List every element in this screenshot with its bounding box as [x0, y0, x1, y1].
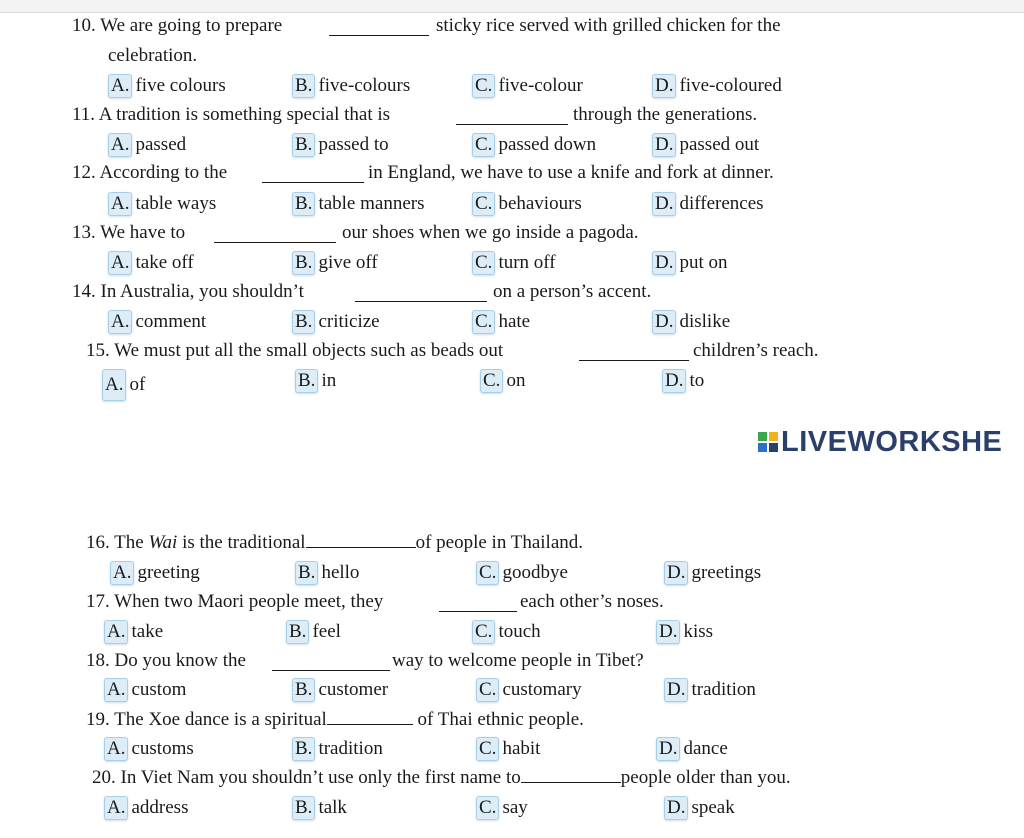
question-text: We have to: [100, 222, 186, 243]
answer-blank-16: [306, 533, 416, 548]
option-letter-box[interactable]: C.: [476, 561, 499, 585]
question-18-rest: way to welcome people in Tibet?: [392, 650, 644, 671]
question-text: of Thai ethnic people.: [417, 709, 584, 730]
option-text: dance: [683, 738, 728, 759]
option-letter-box[interactable]: A.: [108, 310, 132, 334]
option-text: goodbye: [502, 562, 568, 583]
option-letter-box[interactable]: D.: [664, 796, 688, 820]
question-number: 19.: [86, 709, 110, 730]
question-italic-term: Wai: [148, 532, 178, 553]
question-10-cont: celebration.: [108, 45, 198, 66]
option-text: five-colours: [318, 75, 411, 96]
option-letter-box[interactable]: D.: [664, 678, 688, 702]
question-11: [72, 104, 390, 126]
option-letter-box[interactable]: A.: [104, 678, 128, 702]
option-text: greeting: [137, 562, 200, 583]
option-text: five-coloured: [679, 75, 782, 96]
browser-top-strip: [0, 0, 1024, 13]
question-number: 17.: [86, 591, 110, 612]
option-text: put on: [679, 252, 728, 273]
option-letter-box[interactable]: D.: [652, 251, 676, 275]
question-number: 11.: [72, 104, 96, 125]
option-letter-box[interactable]: A.: [104, 796, 128, 820]
option-letter-box[interactable]: C.: [476, 737, 499, 761]
option-13-b[interactable]: [292, 251, 378, 275]
option-text: five-colour: [498, 75, 583, 96]
option-letter-box[interactable]: C.: [472, 310, 495, 334]
option-letter-box[interactable]: D.: [652, 74, 676, 98]
answer-blank-15: [579, 360, 689, 361]
option-text: table ways: [135, 193, 217, 214]
question-text: is the traditional: [182, 532, 306, 553]
option-letter-box[interactable]: A.: [104, 737, 128, 761]
option-letter-box[interactable]: B.: [292, 310, 315, 334]
option-letter-box[interactable]: D.: [652, 192, 676, 216]
option-text: hello: [321, 562, 360, 583]
option-11-b[interactable]: [292, 133, 389, 157]
option-text: habit: [502, 738, 541, 759]
question-text: of people in Thailand.: [415, 532, 584, 553]
option-text: kiss: [683, 621, 714, 642]
question-11-rest: through the generations.: [573, 104, 758, 125]
option-letter-box[interactable]: D.: [664, 561, 688, 585]
question-14: [72, 281, 304, 303]
question-16: [86, 532, 583, 554]
option-letter-box[interactable]: A.: [104, 620, 128, 644]
option-15-d[interactable]: [662, 369, 704, 393]
option-20-b[interactable]: [292, 796, 347, 820]
option-17-d[interactable]: [656, 620, 713, 644]
option-letter-box[interactable]: B.: [292, 251, 315, 275]
option-text: to: [689, 370, 705, 391]
option-text: speak: [691, 797, 735, 818]
option-text: customer: [318, 679, 389, 700]
question-text: In Viet Nam you shouldn’t use only the first name to: [120, 767, 521, 788]
option-letter-box[interactable]: A.: [108, 133, 132, 157]
question-text: The Xoe dance is a spiritual: [114, 709, 327, 730]
option-18-b[interactable]: [292, 678, 388, 702]
option-text: customary: [502, 679, 582, 700]
option-letter-box[interactable]: B.: [292, 74, 315, 98]
question-number: 14.: [72, 281, 96, 302]
option-text: talk: [318, 797, 347, 818]
option-text: customs: [131, 738, 194, 759]
liveworksheets-logo-icon: [757, 431, 779, 453]
option-11-a[interactable]: [108, 133, 186, 157]
option-13-c[interactable]: [472, 251, 556, 275]
option-text: address: [131, 797, 189, 818]
option-text: turn off: [498, 252, 556, 273]
question-number: 10.: [72, 15, 96, 36]
question-text: In Australia, you shouldn’t: [100, 281, 304, 302]
option-text: differences: [679, 193, 764, 214]
question-text: A tradition is something special that is: [98, 104, 391, 125]
question-13-rest: our shoes when we go inside a pagoda.: [342, 222, 639, 243]
option-letter-box[interactable]: D.: [652, 310, 676, 334]
option-letter-box[interactable]: C.: [472, 620, 495, 644]
option-12-c[interactable]: [472, 192, 582, 216]
question-text: Do you know the: [114, 650, 246, 671]
option-16-d[interactable]: [664, 561, 761, 585]
option-19-d[interactable]: [656, 737, 728, 761]
option-text: take: [131, 621, 164, 642]
option-text: on: [506, 370, 526, 391]
option-17-b[interactable]: [286, 620, 341, 644]
option-letter-box[interactable]: D.: [656, 737, 680, 761]
option-letter-box[interactable]: B.: [295, 369, 318, 393]
option-text: say: [502, 797, 528, 818]
option-text: in: [321, 370, 337, 391]
option-text: tradition: [318, 738, 383, 759]
option-14-a[interactable]: [108, 310, 206, 334]
answer-blank-17: [439, 611, 517, 612]
option-12-d[interactable]: [652, 192, 764, 216]
option-16-b[interactable]: [295, 561, 359, 585]
option-letter-box[interactable]: B.: [292, 192, 315, 216]
option-letter-box[interactable]: C.: [472, 251, 495, 275]
question-10-rest: sticky rice served with grilled chicken for the: [436, 15, 781, 36]
question-17-rest: each other’s noses.: [520, 591, 664, 612]
option-17-a[interactable]: [104, 620, 163, 644]
question-13: [72, 222, 185, 244]
option-letter-box[interactable]: D.: [652, 133, 676, 157]
option-15-c[interactable]: [480, 369, 525, 393]
answer-blank-11: [456, 124, 568, 125]
answer-blank-10: [329, 35, 429, 36]
logo-text: LIVEWORKSHE: [781, 426, 1003, 458]
option-text: greetings: [691, 562, 762, 583]
option-19-c[interactable]: [476, 737, 540, 761]
option-12-a[interactable]: [108, 192, 216, 216]
option-text: passed: [135, 134, 187, 155]
option-letter-box[interactable]: B.: [286, 620, 309, 644]
question-text: When two Maori people meet, they: [114, 591, 384, 612]
option-letter-box[interactable]: B.: [292, 133, 315, 157]
option-14-c[interactable]: [472, 310, 530, 334]
option-19-a[interactable]: [104, 737, 194, 761]
option-text: five colours: [135, 75, 226, 96]
option-text: behaviours: [498, 193, 582, 214]
question-15-rest: children’s reach.: [693, 340, 819, 361]
question-number: 20.: [92, 767, 116, 788]
question-14-rest: on a person’s accent.: [493, 281, 652, 302]
option-text: of: [129, 374, 146, 395]
liveworksheets-logo: [757, 426, 1002, 459]
option-10-c[interactable]: [472, 74, 583, 98]
option-letter-box[interactable]: B.: [292, 678, 315, 702]
option-letter-box[interactable]: D.: [662, 369, 686, 393]
option-letter-box[interactable]: B.: [295, 561, 318, 585]
option-12-b[interactable]: [292, 192, 424, 216]
option-letter-box[interactable]: A.: [110, 561, 134, 585]
option-18-a[interactable]: [104, 678, 186, 702]
question-number: 15.: [86, 340, 110, 361]
option-letter-box[interactable]: C.: [472, 133, 495, 157]
option-13-d[interactable]: [652, 251, 728, 275]
option-letter-box[interactable]: A.: [102, 369, 126, 401]
answer-blank-12: [262, 182, 364, 183]
option-text: touch: [498, 621, 541, 642]
option-18-c[interactable]: [476, 678, 582, 702]
option-text: passed down: [498, 134, 597, 155]
option-letter-box[interactable]: A.: [108, 192, 132, 216]
question-text: The: [114, 532, 144, 553]
option-14-b[interactable]: [292, 310, 380, 334]
question-number: 13.: [72, 222, 96, 243]
question-text: people older than you.: [620, 767, 791, 788]
option-10-d[interactable]: [652, 74, 782, 98]
option-letter-box[interactable]: C.: [472, 192, 495, 216]
option-13-a[interactable]: [108, 251, 194, 275]
option-letter-box[interactable]: C.: [476, 678, 499, 702]
option-text: passed to: [318, 134, 389, 155]
question-12: [72, 162, 227, 184]
option-text: hate: [498, 311, 531, 332]
option-15-a[interactable]: [102, 369, 145, 401]
answer-blank-14: [355, 301, 487, 302]
option-text: give off: [318, 252, 378, 273]
question-text: According to the: [99, 162, 228, 183]
option-letter-box[interactable]: B.: [292, 796, 315, 820]
question-17: [86, 591, 383, 613]
option-10-b[interactable]: [292, 74, 410, 98]
option-letter-box[interactable]: C.: [480, 369, 503, 393]
option-10-a[interactable]: [108, 74, 226, 98]
question-20: [92, 767, 791, 789]
option-20-c[interactable]: [476, 796, 528, 820]
option-text: comment: [135, 311, 207, 332]
question-number: 18.: [86, 650, 110, 671]
answer-blank-20: [521, 768, 621, 783]
option-text: dislike: [679, 311, 731, 332]
option-letter-box[interactable]: A.: [108, 74, 132, 98]
option-text: take off: [135, 252, 194, 273]
option-text: passed out: [679, 134, 760, 155]
option-text: criticize: [318, 311, 380, 332]
question-number: 12.: [72, 162, 96, 183]
option-letter-box[interactable]: A.: [108, 251, 132, 275]
option-11-c[interactable]: [472, 133, 596, 157]
question-15: [86, 340, 503, 362]
option-11-d[interactable]: [652, 133, 759, 157]
question-10: [72, 15, 282, 37]
option-20-d[interactable]: [664, 796, 735, 820]
answer-blank-18: [272, 670, 390, 671]
answer-blank-19: [327, 710, 413, 725]
question-number: 16.: [86, 532, 110, 553]
answer-blank-13: [214, 242, 336, 243]
question-18: [86, 650, 246, 672]
option-16-c[interactable]: [476, 561, 568, 585]
option-text: custom: [131, 679, 187, 700]
option-18-d[interactable]: [664, 678, 756, 702]
option-20-a[interactable]: [104, 796, 188, 820]
option-letter-box[interactable]: C.: [476, 796, 499, 820]
question-12-rest: in England, we have to use a knife and fork at dinner.: [368, 162, 774, 183]
question-text: We are going to prepare: [100, 15, 283, 36]
option-text: table manners: [318, 193, 425, 214]
option-16-a[interactable]: [110, 561, 200, 585]
option-17-c[interactable]: [472, 620, 541, 644]
option-text: tradition: [691, 679, 756, 700]
option-letter-box[interactable]: B.: [292, 737, 315, 761]
option-14-d[interactable]: [652, 310, 730, 334]
question-text: We must put all the small objects such as beads out: [114, 340, 504, 361]
option-19-b[interactable]: [292, 737, 383, 761]
option-letter-box[interactable]: C.: [472, 74, 495, 98]
option-text: feel: [312, 621, 341, 642]
option-letter-box[interactable]: D.: [656, 620, 680, 644]
question-19: [86, 709, 584, 731]
option-15-b[interactable]: [295, 369, 336, 393]
